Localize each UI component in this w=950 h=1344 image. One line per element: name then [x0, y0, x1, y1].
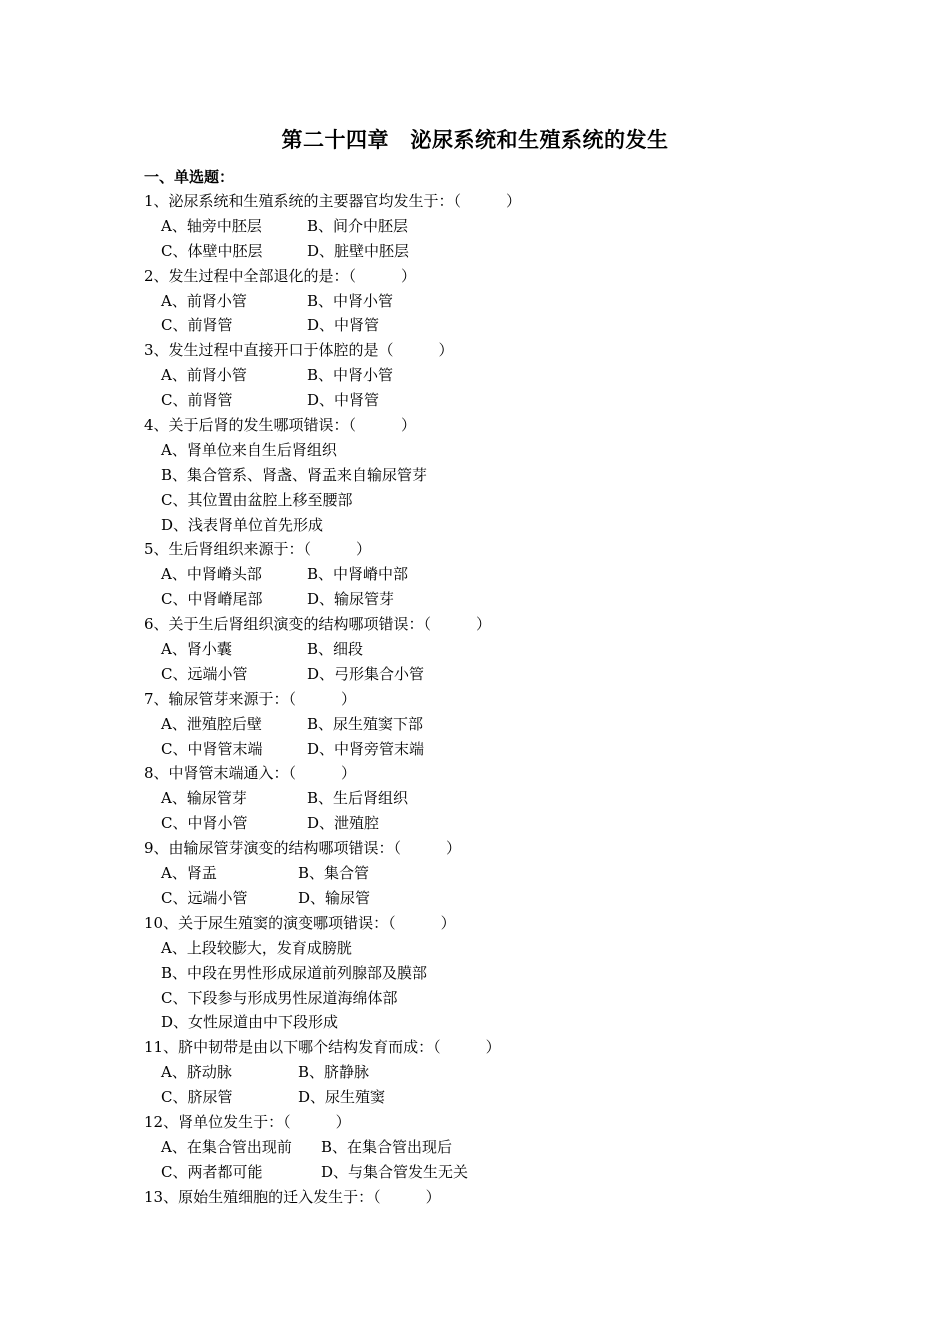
answer-option[interactable]: A、中肾嵴头部 — [161, 565, 262, 584]
option-row — [144, 786, 521, 811]
answer-option[interactable]: C、中肾管末端 — [161, 739, 263, 758]
question-stem: 8、中肾管末端通入：（ ） — [144, 764, 357, 783]
option-row — [144, 214, 521, 239]
question-stem: 10、关于尿生殖窦的演变哪项错误：（ ） — [144, 913, 456, 932]
answer-option[interactable]: C、远端小管 — [161, 888, 248, 907]
answer-option[interactable]: C、前肾管 — [161, 391, 233, 410]
answer-option[interactable]: C、前肾管 — [161, 316, 233, 335]
answer-option[interactable]: A、脐动脉 — [161, 1063, 232, 1082]
answer-option[interactable]: B、生后肾组织 — [307, 789, 409, 808]
answer-option[interactable]: B、中肾嵴中部 — [307, 565, 409, 584]
answer-option[interactable]: B、在集合管出现后 — [321, 1137, 453, 1156]
answer-option[interactable]: D、中肾管 — [307, 391, 380, 410]
answer-option[interactable]: D、女性尿道由中下段形成 — [161, 1013, 339, 1032]
question-stem: 1、泌尿系统和生殖系统的主要器官均发生于：（ ） — [144, 192, 522, 210]
question-stem: 12、肾单位发生于：（ ） — [144, 1112, 351, 1131]
option-row — [144, 1135, 521, 1160]
answer-option[interactable]: A、前肾小管 — [161, 291, 247, 310]
option-row — [144, 1160, 521, 1185]
answer-option[interactable]: C、其位置由盆腔上移至腰部 — [161, 490, 353, 509]
option-row — [144, 1010, 521, 1035]
answer-option[interactable]: A、轴旁中胚层 — [161, 216, 262, 235]
question-stem: 2、发生过程中全部退化的是：（ ） — [144, 266, 417, 285]
answer-option[interactable]: D、输尿管 — [298, 888, 371, 907]
answer-option[interactable]: C、脐尿管 — [161, 1088, 233, 1107]
option-row — [144, 1085, 521, 1110]
answer-option[interactable]: D、中肾管 — [307, 316, 380, 335]
option-row — [144, 737, 521, 762]
question-stem: 13、原始生殖细胞的迁入发生于：（ ） — [144, 1187, 441, 1206]
answer-option[interactable]: A、肾小囊 — [161, 640, 232, 659]
answer-option[interactable]: D、中肾旁管末端 — [307, 739, 425, 758]
option-row — [144, 488, 521, 513]
option-row — [144, 1060, 521, 1085]
answer-option[interactable]: A、肾单位来自生后肾组织 — [161, 440, 337, 459]
answer-option[interactable]: D、与集合管发生无关 — [321, 1162, 469, 1181]
option-row — [144, 438, 521, 463]
option-row — [144, 936, 521, 961]
question-stem: 7、输尿管芽来源于：（ ） — [144, 689, 357, 708]
option-row — [144, 712, 521, 737]
answer-option[interactable]: D、输尿管芽 — [307, 590, 395, 609]
page-title: 第二十四章 泌尿系统和生殖系统的发生 — [281, 127, 669, 152]
answer-option[interactable]: D、泄殖腔 — [307, 814, 380, 833]
section-heading: 一、单选题： — [144, 168, 235, 186]
option-row — [144, 637, 521, 662]
option-row — [144, 811, 521, 836]
option-row — [144, 886, 521, 911]
option-row — [144, 363, 521, 388]
answer-option[interactable]: C、中肾小管 — [161, 814, 248, 833]
answer-option[interactable]: D、浅表肾单位首先形成 — [161, 515, 324, 534]
answer-option[interactable]: B、细段 — [307, 640, 364, 659]
answer-option[interactable]: A、上段较膨大，发育成膀胱 — [161, 938, 352, 957]
answer-option[interactable]: B、集合管 — [298, 864, 370, 883]
answer-option[interactable]: A、输尿管芽 — [161, 789, 247, 808]
option-row — [144, 861, 521, 886]
answer-option[interactable]: D、弓形集合小管 — [307, 664, 425, 683]
question-stem: 5、生后肾组织来源于：（ ） — [144, 540, 372, 559]
answer-option[interactable]: A、肾盂 — [161, 864, 217, 883]
answer-option[interactable]: C、体壁中胚层 — [161, 241, 263, 260]
question-list — [144, 189, 521, 1210]
option-row — [144, 313, 521, 338]
answer-option[interactable]: B、中肾小管 — [307, 366, 394, 385]
answer-option[interactable]: A、前肾小管 — [161, 366, 247, 385]
answer-option[interactable]: C、两者都可能 — [161, 1162, 263, 1181]
answer-option[interactable]: B、尿生殖窦下部 — [307, 714, 424, 733]
option-row — [144, 587, 521, 612]
answer-option[interactable]: C、下段参与形成男性尿道海绵体部 — [161, 988, 398, 1007]
option-row — [144, 562, 521, 587]
answer-option[interactable]: B、脐静脉 — [298, 1063, 370, 1082]
option-row — [144, 986, 521, 1011]
answer-option[interactable]: B、中肾小管 — [307, 291, 394, 310]
option-row — [144, 289, 521, 314]
question-stem: 3、发生过程中直接开口于体腔的是（ ） — [144, 341, 454, 360]
option-row — [144, 961, 521, 986]
question-stem: 9、由输尿管芽演变的结构哪项错误：（ ） — [144, 839, 462, 858]
answer-option[interactable]: B、间介中胚层 — [307, 216, 409, 235]
question-stem: 4、关于后肾的发生哪项错误：（ ） — [144, 416, 417, 435]
answer-option[interactable]: C、远端小管 — [161, 664, 248, 683]
option-row — [144, 388, 521, 413]
option-row — [144, 463, 521, 488]
answer-option[interactable]: A、在集合管出现前 — [161, 1137, 292, 1156]
option-row — [144, 513, 521, 538]
answer-option[interactable]: B、中段在男性形成尿道前列腺部及膜部 — [161, 963, 428, 982]
option-row — [144, 662, 521, 687]
question-stem: 6、关于生后肾组织演变的结构哪项错误：（ ） — [144, 615, 492, 634]
answer-option[interactable]: C、中肾嵴尾部 — [161, 590, 263, 609]
option-row — [144, 239, 521, 264]
answer-option[interactable]: D、脏壁中胚层 — [307, 241, 410, 260]
question-stem: 11、脐中韧带是由以下哪个结构发育而成：（ ） — [144, 1038, 501, 1057]
answer-option[interactable]: B、集合管系、肾盏、肾盂来自输尿管芽 — [161, 465, 428, 484]
answer-option[interactable]: A、泄殖腔后壁 — [161, 714, 262, 733]
answer-option[interactable]: D、尿生殖窦 — [298, 1088, 386, 1107]
